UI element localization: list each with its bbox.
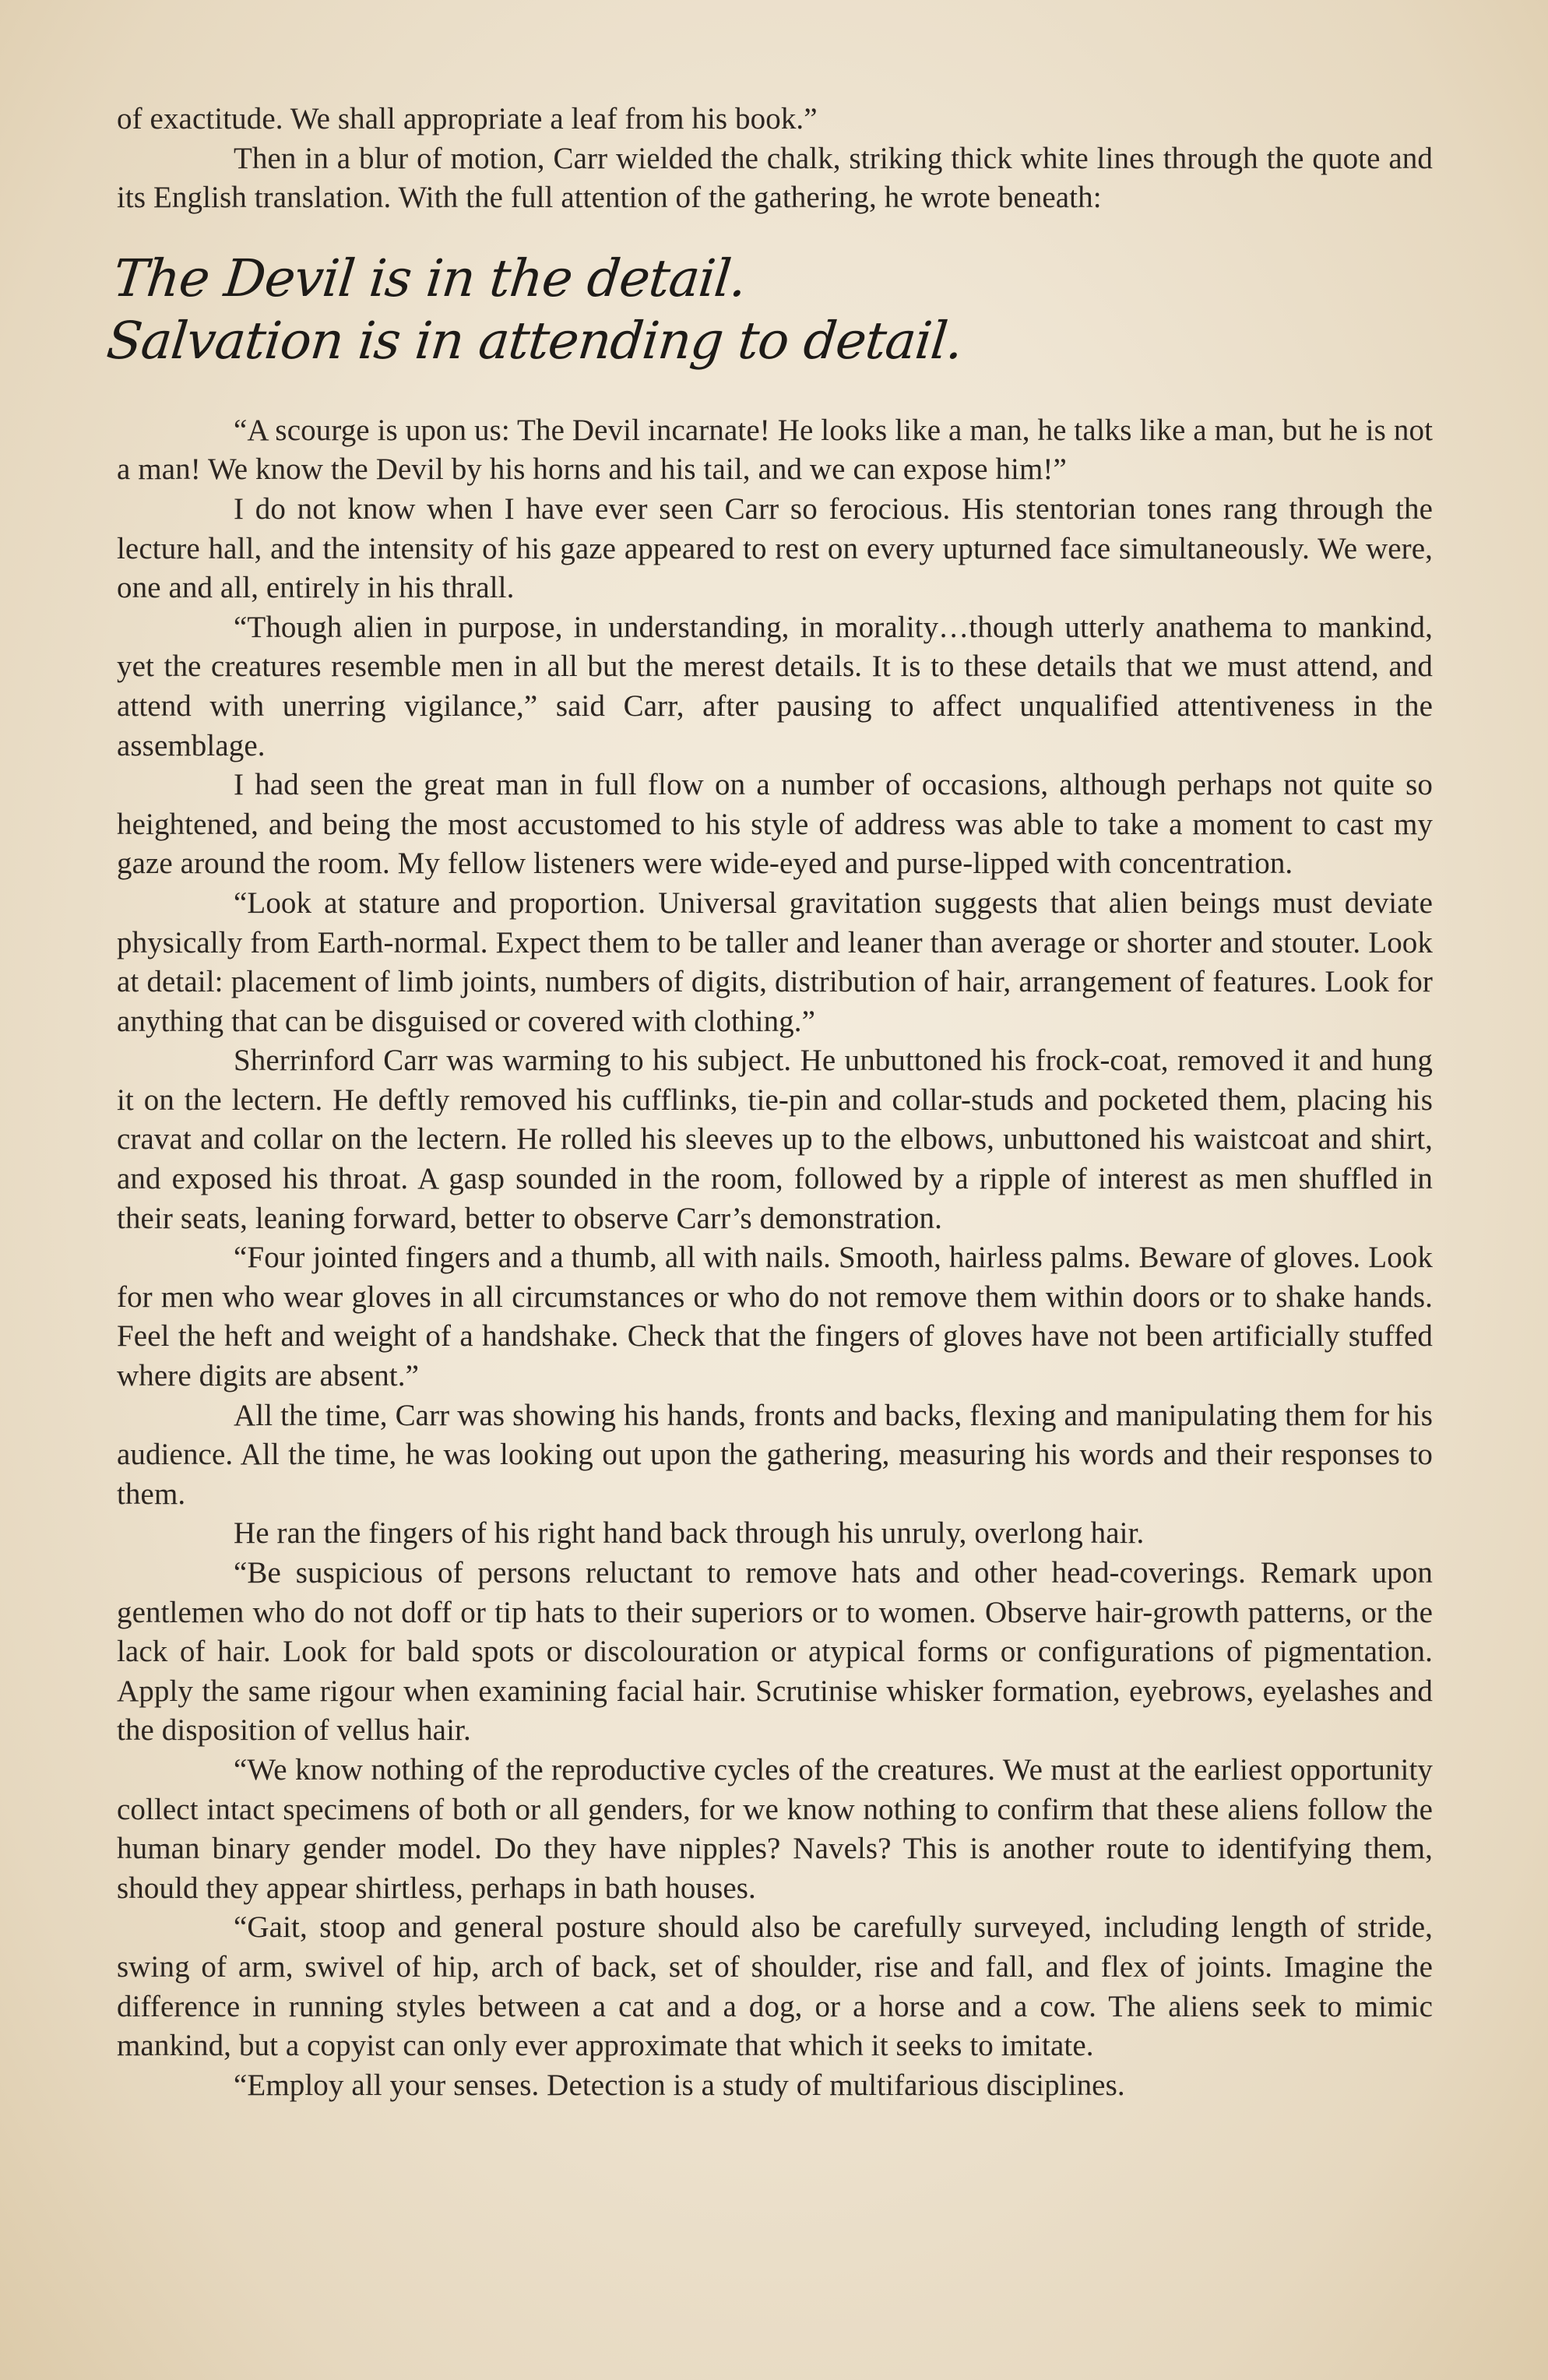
chalkboard-quote xyxy=(104,248,1433,372)
paragraph: I do not know when I have ever seen Carr so ferocious. His stentorian tones rang through the lecture hall, and the intensity of his gaze appeared to rest on every upturned face simultaneously. We were, one and all, entirely in his thrall. xyxy=(117,491,1433,605)
paragraph: “Gait, stoop and general posture should also be carefully surveyed, including length of stride, swing of arm, swivel of hip, arch of back, set of shoulder, rise and fall, and flex of joints. Imagine the difference in running styles between a cat and a dog, or a horse and a cow. The aliens seek to mimic mankind, but a copyist can only ever approximate that which it seeks to imitate. xyxy=(117,1910,1433,2063)
chalk-line: The Devil is in the detail. xyxy=(110,248,749,308)
page-body xyxy=(104,100,1433,2105)
paragraph: Then in a blur of motion, Carr wielded the chalk, striking thick white lines through the quote and its English translation. With the full attention of the gathering, he wrote beneath: xyxy=(117,141,1433,215)
paragraph: “Four jointed fingers and a thumb, all with nails. Smooth, hairless palms. Beware of gloves. Look for men who wear gloves in all circumstances or who do not remove them within doors or to shake hands. Feel the heft and weight of a handshake. Check that the fingers of gloves have not been artificially stuffed where digits are absent.” xyxy=(117,1241,1433,1393)
paragraph: “Be suspicious of persons reluctant to remove hats and other head-coverings. Remark upon gentlemen who do not doff or tip hats to their superiors or to women. Observe hair-growth patterns, or the lack of hair. Look for bald spots or discolouration or atypical forms or configurations of pigmentation. Apply the same rigour when examining facial hair. Scrutinise whisker formation, eyebrows, eyelashes and the disposition of vellus hair. xyxy=(117,1556,1433,1748)
chalk-line: Salvation is in attending to detail. xyxy=(104,310,966,371)
paragraph: “A scourge is upon us: The Devil incarnate! He looks like a man, he talks like a man, but he is not a man! We know the Devil by his horns and his tail, and we can expose him!” xyxy=(117,413,1433,487)
paragraph: All the time, Carr was showing his hands, fronts and backs, flexing and manipulating them for his audience. All the time, he was looking out upon the gathering, measuring his words and their responses to them. xyxy=(117,1398,1433,1511)
paragraph: “Employ all your senses. Detection is a study of multifarious disciplines. xyxy=(234,2068,1125,2102)
paragraph: I had seen the great man in full flow on a number of occasions, although perhaps not quite so heightened, and being the most accustomed to his style of address was able to take a moment to cast my gaze around the room. My fellow listeners were wide-eyed and purse-lipped with concentration. xyxy=(117,768,1433,881)
paragraph: “Look at stature and proportion. Universal gravitation suggests that alien beings must deviate physically from Earth-normal. Expect them to be taller and leaner than average or shorter and stouter. Look at detail: placement of limb joints, numbers of digits, distribution of hair, arrangement of features. Look for anything that can be disguised or covered with clothing.” xyxy=(117,885,1433,1038)
paragraph: “We know nothing of the reproductive cycles of the creatures. We must at the earliest opportunity collect intact specimens of both or all genders, for we know nothing to confirm that these aliens follow the human binary gender model. Do they have nipples? Navels? This is another route to identifying them, should they appear shirtless, perhaps in bath houses. xyxy=(117,1752,1433,1905)
paragraph: “Though alien in purpose, in understanding, in morality…though utterly anathema to mankind, yet the creatures resemble men in all but the merest details. It is to these details that we must attend, and attend with unerring vigilance,” said Carr, after pausing to affect unqualified attentiveness in the assemblage. xyxy=(117,610,1433,762)
continued-line: of exactitude. We shall appropriate a leaf from his book.” xyxy=(117,102,818,136)
paragraph: Sherrinford Carr was warming to his subject. He unbuttoned his frock-coat, removed it and hung it on the lectern. He deftly removed his cufflinks, tie-pin and collar-studs and pocketed them, placing his cravat and collar on the lectern. He rolled his sleeves up to the elbows, unbuttoned his waistcoat and shirt, and exposed his throat. A gasp sounded in the room, followed by a ripple of interest as men shuffled in their seats, leaning forward, better to observe Carr’s demonstration. xyxy=(117,1044,1433,1235)
paragraph: He ran the fingers of his right hand back through his unruly, overlong hair. xyxy=(234,1516,1145,1551)
